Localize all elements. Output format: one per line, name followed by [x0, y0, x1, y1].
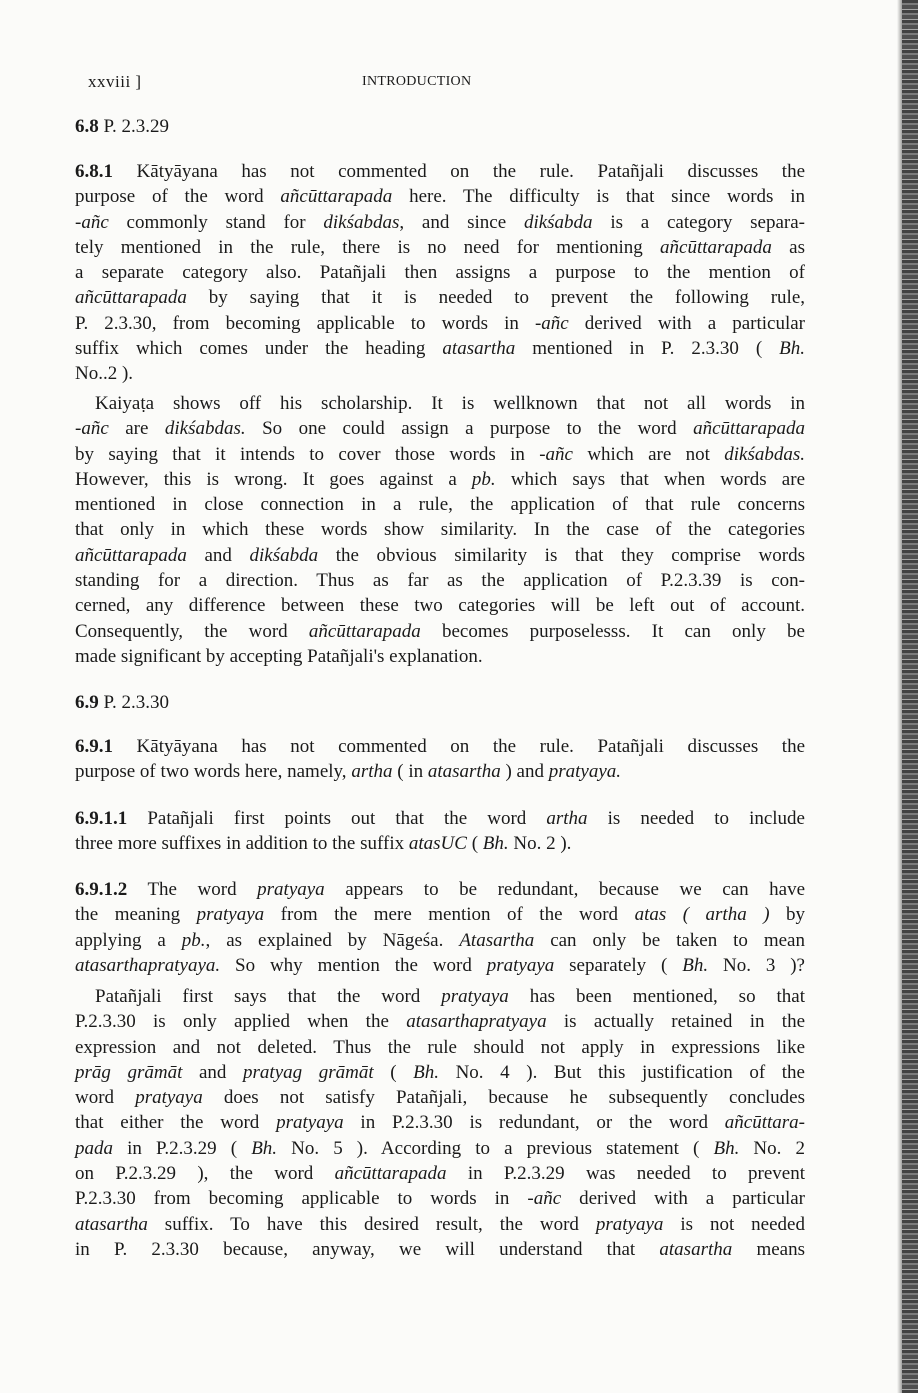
- text-run: here. The difficulty is that since words in: [392, 186, 805, 208]
- text-line: [75, 1136, 805, 1161]
- text-line: [75, 877, 805, 902]
- text-run: the obvious similarity is that they comprise words: [318, 544, 805, 566]
- text-run: by saying that it intends to cover those words in: [75, 443, 540, 465]
- italic-term: pratyaya: [135, 1087, 203, 1109]
- text-run: (: [466, 833, 483, 855]
- text-line: [75, 517, 805, 542]
- text-run: No. 3 )?: [708, 954, 805, 976]
- text-run: However, this is wrong. It goes against a: [75, 468, 472, 490]
- para-6-9-1-2: [75, 877, 805, 978]
- italic-term: pratyaya: [486, 954, 555, 976]
- text-run: a separate category also. Patañjali then assigns a purpose to the mention of: [75, 262, 805, 284]
- text-run: Kātyāyana has not commented on the rule. Patañjali discusses the: [113, 161, 805, 182]
- text-line: [75, 1009, 805, 1034]
- text-line: [75, 1186, 805, 1211]
- italic-term: Bh.: [413, 1061, 439, 1083]
- text-run: tely mentioned in the rule, there is no need for mentioning: [75, 236, 661, 258]
- italic-term: dikśabda: [523, 211, 593, 233]
- text-run: from the mere mention of the word: [264, 904, 635, 926]
- italic-term: atasarthapratyaya: [406, 1011, 547, 1033]
- text-run: which are not: [573, 443, 725, 465]
- section-number: 6.9.1.1: [75, 808, 128, 829]
- text-line: [75, 902, 805, 927]
- text-run: that either the word: [75, 1112, 277, 1134]
- italic-term: pratyaya: [595, 1213, 664, 1235]
- text-line: [75, 361, 805, 386]
- italic-term: prāg grāmāt: [75, 1061, 183, 1083]
- text-line: [75, 953, 805, 978]
- italic-term: artha: [546, 808, 588, 829]
- text-run: standing for a direction. Thus as far as the application of P.2.3.39 is con-: [75, 570, 805, 592]
- italic-term: atasartha: [75, 1213, 148, 1235]
- text-run: does not satisfy Patañjali, because he subsequently concludes: [202, 1087, 805, 1109]
- italic-term: pratyaya: [196, 904, 265, 926]
- text-line: [75, 806, 805, 831]
- italic-term: dikśabdas: [323, 211, 400, 233]
- para-6-8-1: [75, 159, 805, 387]
- text-line: [75, 759, 805, 784]
- italic-term: -añc: [527, 1188, 562, 1210]
- text-line: [75, 184, 805, 209]
- h-6-9: [75, 690, 805, 715]
- italic-term: Atasartha: [459, 929, 535, 951]
- italic-term: -añc: [75, 211, 109, 233]
- text-run: as: [771, 236, 806, 258]
- italic-term: añcūttarapada: [75, 287, 187, 309]
- italic-term: -añc: [534, 312, 569, 334]
- text-run: P. 2.3.29: [98, 116, 169, 137]
- text-run: cerned, any difference between these two categories will be left out of account.: [75, 595, 805, 617]
- italic-term: Bh.: [779, 338, 805, 360]
- text-run: on P.2.3.29 ), the word: [75, 1163, 335, 1185]
- text-line: [75, 114, 805, 139]
- text-line: [75, 416, 805, 441]
- text-run: appears to be redundant, because we can have: [324, 879, 806, 900]
- text-line: [75, 1212, 805, 1237]
- text-run: three more suffixes in addition to the suffix: [75, 833, 409, 855]
- text-run: So why mention the word: [220, 954, 487, 976]
- text-run: purpose of two words here, namely,: [75, 761, 352, 783]
- text-run: is actually retained in the: [546, 1011, 806, 1033]
- text-run: No. 5 ). According to a previous statement (: [277, 1137, 714, 1159]
- h-6-8: [75, 114, 805, 139]
- italic-term: artha: [351, 761, 393, 783]
- text-line: [75, 336, 805, 361]
- text-run: is not needed: [663, 1213, 805, 1235]
- text-run: derived with a particular: [568, 312, 805, 334]
- text-run: commonly stand for: [108, 211, 324, 233]
- italic-term: dikśabdas.: [164, 418, 246, 440]
- text-line: [75, 619, 805, 644]
- text-line: [75, 543, 805, 568]
- text-line: [75, 391, 805, 416]
- text-line: [75, 1237, 805, 1262]
- text-run: means: [732, 1238, 805, 1260]
- text-line: [75, 442, 805, 467]
- text-run: in P.2.3.29 was needed to prevent: [446, 1163, 805, 1185]
- text-run: has been mentioned, so that: [508, 986, 806, 1007]
- text-line: [75, 1035, 805, 1060]
- text-run: is a category separa-: [592, 211, 805, 233]
- text-run: No..2 ).: [75, 363, 134, 385]
- page-number: xxviii ]: [88, 72, 142, 91]
- text-run: ) and: [500, 761, 549, 783]
- text-run: expression and not deleted. Thus the rule should not apply in expressions like: [75, 1036, 805, 1058]
- italic-term: Bh.: [682, 954, 709, 976]
- para-6-9-1: [75, 734, 805, 785]
- text-run: in P.2.3.30 is redundant, or the word: [343, 1112, 725, 1134]
- text-line: [75, 159, 805, 184]
- text-run: in P. 2.3.30 because, anyway, we will understand that: [75, 1238, 660, 1260]
- italic-term: dikśabda: [249, 544, 319, 566]
- text-line: [75, 734, 805, 759]
- italic-term: Bh.: [482, 833, 509, 855]
- italic-term: pb.: [471, 468, 496, 490]
- italic-term: añcūttarapada: [693, 418, 805, 440]
- section-number: 6.8.1: [75, 161, 113, 182]
- section-number: 6.9.1.2: [75, 879, 128, 900]
- text-run: are: [108, 418, 165, 440]
- italic-term: -añc: [539, 443, 573, 465]
- para-kaiyata: [75, 391, 805, 669]
- text-line: [75, 1110, 805, 1135]
- text-run: So one could assign a purpose to the word: [245, 418, 694, 440]
- text-run: by saying that it is needed to prevent the following rule,: [186, 287, 805, 309]
- text-run: mentioned in close connection in a rule, the application of that rule concerns: [75, 494, 805, 516]
- italic-term: pratyaya: [257, 879, 325, 900]
- text-run: No. 2: [739, 1137, 805, 1159]
- text-run: separately (: [554, 954, 683, 976]
- italic-term: atasartha: [659, 1238, 733, 1260]
- text-run: and: [186, 544, 250, 566]
- italic-term: -añc: [75, 418, 109, 440]
- text-line: [75, 690, 805, 715]
- italic-term: añcūttara-: [724, 1112, 805, 1134]
- text-run: P.2.3.30 from becoming applicable to words in: [75, 1188, 528, 1210]
- text-run: which says that when words are: [495, 468, 805, 490]
- text-line: [75, 235, 805, 260]
- text-line: [75, 1161, 805, 1186]
- text-run: No. 2 ).: [508, 833, 572, 855]
- italic-term: pratyaya.: [548, 761, 622, 783]
- italic-term: dikśabdas.: [724, 443, 806, 465]
- text-run: word: [75, 1087, 136, 1109]
- text-run: , as explained by Nāgeśa.: [205, 929, 460, 951]
- text-line: [75, 644, 805, 669]
- italic-term: añcūttarapada: [334, 1163, 447, 1185]
- text-run: in P.2.3.29 (: [113, 1137, 252, 1159]
- text-line: [75, 568, 805, 593]
- text-run: can only be taken to mean: [534, 929, 805, 951]
- text-line: [75, 1085, 805, 1110]
- text-run: , and since: [399, 211, 524, 233]
- text-run: The word: [127, 879, 258, 900]
- text-line: [75, 285, 805, 310]
- italic-term: pada: [75, 1137, 113, 1159]
- text-run: mentioned in P. 2.3.30 (: [515, 338, 780, 360]
- italic-term: añcūttarapada: [75, 544, 187, 566]
- italic-term: Bh.: [251, 1137, 278, 1159]
- italic-term: pratyaya: [441, 986, 509, 1007]
- text-line: [75, 210, 805, 235]
- text-line: [75, 260, 805, 285]
- text-line: [75, 467, 805, 492]
- text-run: the meaning: [75, 904, 197, 926]
- text-run: P. 2.3.30, from becoming applicable to words in: [75, 312, 535, 334]
- italic-term: pratyag grāmāt: [243, 1061, 374, 1083]
- text-line: [75, 311, 805, 336]
- text-line: [75, 984, 805, 1009]
- text-run: suffix which comes under the heading: [75, 338, 443, 360]
- italic-term: añcūttarapada: [308, 620, 421, 642]
- text-run: P.2.3.30 is only applied when the: [75, 1011, 407, 1033]
- text-run: (: [373, 1061, 414, 1083]
- text-run: Patañjali first says that the word: [95, 986, 442, 1007]
- text-run: derived with a particular: [561, 1188, 805, 1210]
- italic-term: pratyaya: [276, 1112, 344, 1134]
- text-line: [75, 492, 805, 517]
- para-patanjali: [75, 984, 805, 1262]
- text-line: [75, 928, 805, 953]
- scan-edge-shadow: [897, 0, 902, 1393]
- text-run: and: [182, 1061, 244, 1083]
- text-run: Consequently, the word: [75, 620, 309, 642]
- para-6-9-1-1: [75, 806, 805, 857]
- text-run: ( in: [392, 761, 428, 783]
- text-run: is needed to include: [587, 808, 805, 829]
- text-run: P. 2.3.30: [98, 692, 169, 713]
- text-run: Kātyāyana has not commented on the rule. Patañjali discusses the: [113, 736, 805, 757]
- text-run: by: [769, 904, 806, 926]
- text-run: No. 4 ). But this justification of the: [438, 1061, 805, 1083]
- text-run: Kaiyaṭa shows off his scholarship. It is wellknown that not all words in: [95, 393, 805, 414]
- text-line: [75, 831, 805, 856]
- text-line: [75, 1060, 805, 1085]
- italic-term: atasartha: [442, 338, 516, 360]
- italic-term: atasarthapratyaya.: [75, 954, 221, 976]
- text-line: [75, 593, 805, 618]
- text-run: suffix. To have this desired result, the word: [147, 1213, 596, 1235]
- italic-term: atasartha: [427, 761, 501, 783]
- italic-term: atas ( artha ): [634, 904, 770, 926]
- text-run: that only in which these words show similarity. In the case of the categories: [75, 519, 805, 541]
- section-number: 6.8: [75, 116, 99, 137]
- text-run: becomes purposelesss. It can only be: [420, 620, 805, 642]
- text-run: applying a: [75, 929, 182, 951]
- italic-term: añcūttarapada: [660, 236, 772, 258]
- text-run: Patañjali first points out that the word: [127, 808, 547, 829]
- italic-term: pb.: [181, 929, 206, 951]
- italic-term: añcūttarapada: [280, 186, 393, 208]
- scan-page-edge: [902, 0, 918, 1393]
- text-run: made significant by accepting Patañjali's explanation.: [75, 645, 483, 667]
- italic-term: Bh.: [713, 1137, 740, 1159]
- running-head: INTRODUCTION: [362, 74, 472, 89]
- section-number: 6.9: [75, 692, 99, 713]
- italic-term: atasUC: [408, 833, 467, 855]
- section-number: 6.9.1: [75, 736, 113, 757]
- text-run: purpose of the word: [75, 186, 281, 208]
